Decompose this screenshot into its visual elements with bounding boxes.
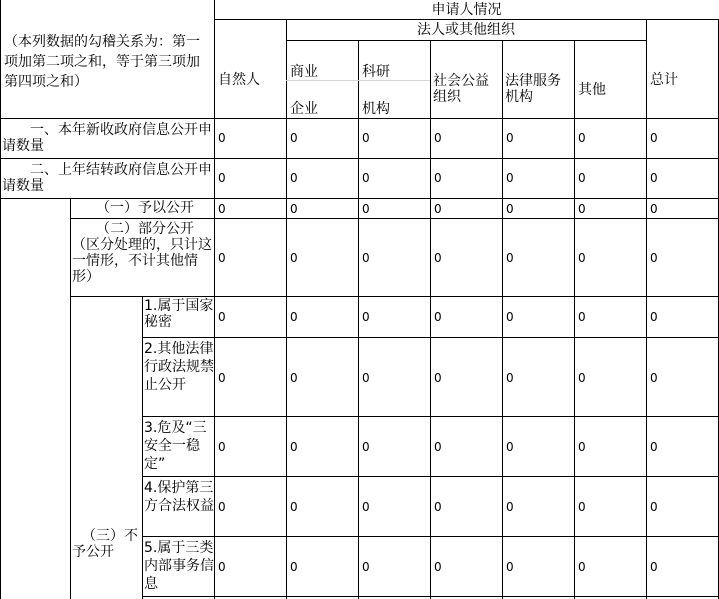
cell: 0 <box>650 560 658 574</box>
header-applicant-situation: 申请人情况 <box>431 2 502 18</box>
header-natural-person: 自然人 <box>218 72 260 88</box>
cell: 0 <box>290 371 298 385</box>
cell: 0 <box>434 560 442 574</box>
header-other: 其他 <box>578 82 606 98</box>
header-social-welfare: 社会公益组织 <box>433 73 489 105</box>
cell: 0 <box>506 560 514 574</box>
row-label-disclose: （一）予以公开 <box>96 200 194 216</box>
cell: 0 <box>434 202 442 216</box>
cell: 0 <box>290 440 298 454</box>
cell: 0 <box>434 310 442 324</box>
header-note: （本列数据的勾稽关系为：第一项加第二项之和，等于第三项加第四项之和） <box>4 34 200 90</box>
row-label-carried-over: 二、上年结转政府信息公开申请数量 <box>2 162 212 194</box>
header-legal-service: 法律服务机构 <box>505 73 561 105</box>
cell: 0 <box>650 500 658 514</box>
cell: 0 <box>578 500 586 514</box>
cell: 0 <box>362 310 370 324</box>
cell: 0 <box>650 371 658 385</box>
cell: 0 <box>578 131 586 145</box>
cell: 0 <box>290 171 298 185</box>
cell: 0 <box>290 131 298 145</box>
header-research-1: 科研 <box>362 64 390 80</box>
cell: 0 <box>650 310 658 324</box>
cell: 0 <box>578 171 586 185</box>
cell: 0 <box>290 560 298 574</box>
cell: 0 <box>578 440 586 454</box>
header-commercial-1: 商业 <box>290 64 318 80</box>
cell: 0 <box>650 131 658 145</box>
cell: 0 <box>362 371 370 385</box>
header-legal-or-other-org: 法人或其他组织 <box>417 22 515 38</box>
cell: 0 <box>290 310 298 324</box>
cell: 0 <box>218 171 226 185</box>
header-research-2: 机构 <box>362 101 390 117</box>
cell: 0 <box>434 171 442 185</box>
cell: 0 <box>650 251 658 265</box>
cell: 0 <box>362 560 370 574</box>
cell: 0 <box>218 251 226 265</box>
cell: 0 <box>506 440 514 454</box>
cell: 0 <box>218 131 226 145</box>
cell: 0 <box>218 371 226 385</box>
cell: 0 <box>290 202 298 216</box>
cell: 0 <box>506 310 514 324</box>
cell: 0 <box>434 371 442 385</box>
row-label-r2: 2.其他法律行政法规禁止公开 <box>144 341 214 393</box>
row-label-new-received: 一、本年新收政府信息公开申请数量 <box>2 122 212 154</box>
cell: 0 <box>578 560 586 574</box>
cell: 0 <box>506 171 514 185</box>
cell: 0 <box>362 251 370 265</box>
cell: 0 <box>578 251 586 265</box>
cell: 0 <box>434 131 442 145</box>
row-label-r1: 1.属于国家秘密 <box>144 298 214 330</box>
cell: 0 <box>506 131 514 145</box>
cell: 0 <box>290 500 298 514</box>
cell: 0 <box>218 560 226 574</box>
row-label-partial: （二）部分公开（区分处理的，只计这一情形，不计其他情形） <box>72 221 212 285</box>
cell: 0 <box>218 440 226 454</box>
cell: 0 <box>362 440 370 454</box>
cell: 0 <box>362 500 370 514</box>
cell: 0 <box>218 500 226 514</box>
cell: 0 <box>434 440 442 454</box>
row-label-not-disclose: （三）不予公开 <box>72 528 138 560</box>
cell: 0 <box>218 202 226 216</box>
header-total: 总计 <box>650 72 678 88</box>
cell: 0 <box>506 500 514 514</box>
cell: 0 <box>650 202 658 216</box>
cell: 0 <box>290 251 298 265</box>
cell: 0 <box>578 371 586 385</box>
row-label-r3: 3.危及“三安全一稳定” <box>144 420 207 472</box>
cell: 0 <box>506 202 514 216</box>
row-label-r5: 5.属于三类内部事务信息 <box>144 540 214 592</box>
cell: 0 <box>362 131 370 145</box>
cell: 0 <box>578 310 586 324</box>
cell: 0 <box>434 500 442 514</box>
row-label-r4: 4.保护第三方合法权益 <box>144 480 214 514</box>
cell: 0 <box>650 440 658 454</box>
cell: 0 <box>434 251 442 265</box>
cell: 0 <box>506 371 514 385</box>
cell: 0 <box>506 251 514 265</box>
cell: 0 <box>650 171 658 185</box>
cell: 0 <box>362 202 370 216</box>
cell: 0 <box>362 171 370 185</box>
cell: 0 <box>218 310 226 324</box>
header-commercial-2: 企业 <box>290 101 318 117</box>
cell: 0 <box>578 202 586 216</box>
